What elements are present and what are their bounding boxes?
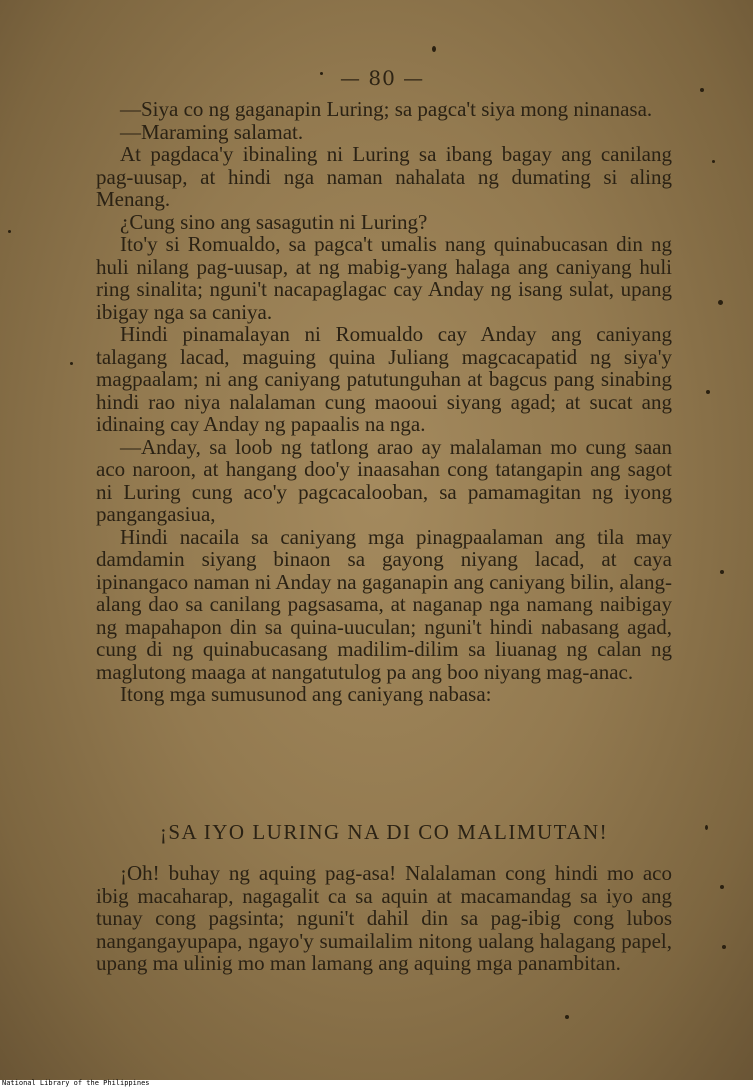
paragraph: Ito'y si Romualdo, sa pagca't umalis nang quinabucasan din ng huli nilang pag-uusap, at ng mabig-yang halaga ang caniyang huli ring sinalita; nguni't nacapaglagac cay Anday ng isang sulat, upang ibigay nga sa caniya. bbox=[96, 232, 672, 324]
ink-speck bbox=[8, 230, 11, 233]
page-number: — 80 — bbox=[340, 66, 425, 90]
paragraph: —Siya co ng gaganapin Luring; sa pagca't siya mong ninanasa. bbox=[120, 97, 653, 121]
ink-speck bbox=[722, 945, 726, 949]
paragraph: At pagdaca'y ibinaling ni Luring sa ibang bagay ang canilang pag-uusap, at hindi nga naman nahalata ng dumating si aling Menang. bbox=[96, 142, 672, 211]
paragraph: Hindi nacaila sa caniyang mga pinagpaalaman ang tila may damdamin siyang binaon sa gayong niyang lacad, at caya ipinangaco naman ni Anday na gaganapin ang caniyang bilin, alang-alang dao sa canilang pagsasama, at naganap nga namang naibigay ng mapahapon din sa quina-uuculan; nguni't hindi nabasang agad, cung di ng quinabucasang madilim-dilim sa liuanag ng calan ng maglutong maaga at nangatutulog pa ang boo niyang mag-anac. bbox=[96, 524, 672, 684]
ink-speck bbox=[705, 825, 708, 830]
ink-speck bbox=[432, 46, 436, 52]
paragraph: —Anday, sa loob ng tatlong arao ay malalaman mo cung saan aco naroon, at hangang doo'y inaasahan cong tatangapin ang sagot ni Luring cung aco'y pagcacalooban, sa pamamagitan ng iyong pangangasiua, bbox=[96, 434, 672, 526]
ink-speck bbox=[720, 570, 724, 574]
paragraph: ¡Oh! buhay ng aquing pag-asa! Nalalaman cong hindi mo aco ibig macaharap, nagagalit ca sa aquin at macamandag sa iyo ang tunay cong pagsinta; nguni't dahil din sa pag-ibig cong lubos nangangayupapa, ngayo'y sumailalim nitong ualang halagang papel, upang ma ulinig mo man lamang ang aquing mga panambitan. bbox=[96, 861, 672, 975]
ink-speck bbox=[700, 88, 704, 92]
footer-credit: National Library of the Philippines bbox=[2, 1079, 150, 1087]
footer-bar bbox=[0, 1080, 753, 1088]
ink-speck bbox=[320, 72, 323, 75]
ink-speck bbox=[70, 362, 73, 365]
ink-speck bbox=[706, 390, 710, 394]
ink-speck bbox=[718, 300, 723, 305]
paragraph: ¿Cung sino ang sasagutin ni Luring? bbox=[120, 209, 428, 234]
paragraph: —Maraming salamat. bbox=[120, 119, 304, 144]
ink-speck bbox=[720, 885, 724, 889]
letter-heading: ¡SA IYO LURING NA DI CO MALIMUTAN! bbox=[159, 820, 609, 844]
paragraph: Hindi pinamalayan ni Romualdo cay Anday ang caniyang talagang lacad, maguing quina Juliang magcacapatid ng siya'y magpaalam; ni ang caniyang patutunguhan at bagcus pang sinabing hindi rao niya nalalaman cung maooui siyang agad; at sucat ang idinaing cay Anday ng papaalis na nga. bbox=[96, 322, 672, 436]
paragraph: Itong mga sumusunod ang caniyang nabasa: bbox=[120, 682, 492, 706]
ink-speck bbox=[565, 1015, 569, 1019]
body-text bbox=[96, 98, 672, 706]
letter-text bbox=[96, 862, 672, 975]
ink-speck bbox=[712, 160, 715, 163]
